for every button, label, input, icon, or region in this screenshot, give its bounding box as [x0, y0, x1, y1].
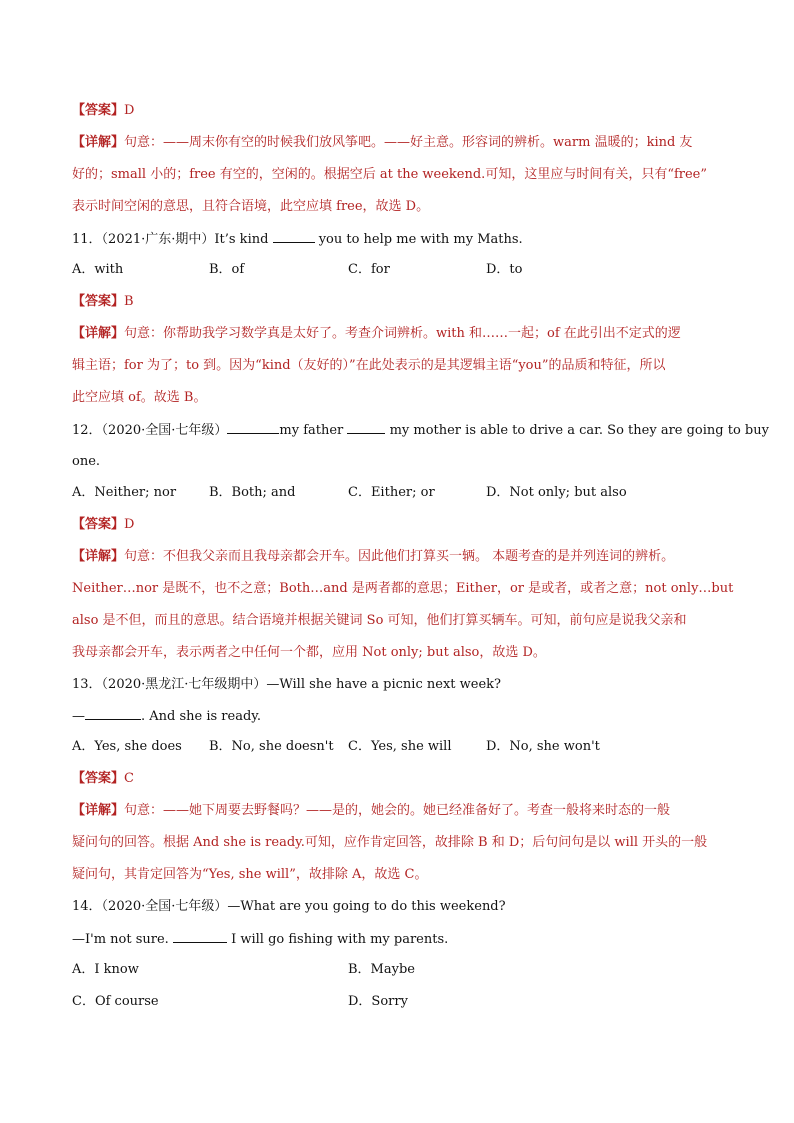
answer-value: C: [124, 771, 134, 786]
answer-line-12: [72, 515, 724, 535]
question-text: . And she is ready.: [141, 709, 262, 724]
question-text: my father: [279, 423, 344, 438]
option-b: B．Both; and: [209, 485, 296, 500]
option-d: D．to: [486, 262, 523, 277]
answer-label: 【答案】: [72, 771, 125, 786]
option-a: A．Yes, she does: [72, 739, 182, 754]
question-text: you to help me with my Maths.: [318, 232, 523, 247]
detail-line: Neither…nor 是既不，也不之意；Both…and 是两者都的意思；Either，or 是或者，或者之意；not only…but: [72, 581, 734, 596]
answer-label: 【答案】: [72, 294, 125, 309]
question-14-stem: 14．（2020·全国·七年级）—What are you going to do this weekend?: [72, 899, 506, 914]
detail-line: [72, 133, 724, 153]
detail-line: 疑问句，其肯定回答为“Yes, she will”，故排除 A，故选 C。: [72, 867, 428, 882]
detail-line: 此空应填 of。故选 B。: [72, 390, 207, 405]
detail-line: 好的；small 小的；free 有空的，空闲的。根据空后 at the weekend.可知，这里应与时间有关，只有“free”: [72, 167, 708, 182]
option-b: B．Maybe: [348, 962, 415, 977]
question-12-stem-continued: one.: [72, 454, 101, 469]
fill-blank: [227, 420, 279, 434]
detail-line: also 是不但，而且的意思。结合语境并根据关键词 So 可知，他们打算买辆车。可知，前句应是说我父亲和: [72, 613, 687, 628]
detail-line: 辑主语；for 为了；to 到。因为“kind（友好的）”在此处表示的是其逻辑主语“you”的品质和特征，所以: [72, 358, 666, 373]
answer-label: 【答案】: [72, 517, 125, 532]
detail-label: 【详解】: [72, 135, 125, 150]
detail-text: 句意：不但我父亲而且我母亲都会开车。因此他们打算买一辆。 本题考查的是并列连词的辨析。: [124, 549, 675, 564]
fill-blank: [347, 420, 385, 434]
question-text: my mother is able to drive a car. So they are going to buy: [389, 423, 769, 438]
option-c: C．Either; or: [348, 485, 435, 500]
question-text: I will go fishing with my parents.: [231, 932, 449, 947]
option-d: D．No, she won't: [486, 739, 600, 754]
answer-line-13: [72, 769, 724, 789]
detail-label: 【详解】: [72, 326, 125, 341]
answer-value: D: [124, 103, 135, 118]
question-text: 12．（2020·全国·七年级）: [72, 423, 228, 438]
option-d: D．Sorry: [348, 994, 408, 1009]
question-text: —: [72, 709, 85, 724]
fill-blank: [173, 929, 227, 943]
detail-line: 我母亲都会开车，表示两者之中任何一个都，应用 Not only; but also，故选 D。: [72, 645, 546, 660]
answer-line-11: [72, 292, 724, 312]
detail-text: 句意：你帮助我学习数学真是太好了。考查介词辨析。with 和……一起；of 在此引出不定式的逻: [124, 326, 681, 341]
detail-text: 句意：——她下周要去野餐吗？——是的，她会的。她已经准备好了。考查一般将来时态的一般: [124, 803, 671, 818]
detail-line: [72, 801, 724, 821]
detail-label: 【详解】: [72, 549, 125, 564]
option-a: A．with: [72, 262, 124, 277]
question-11-stem: [72, 229, 724, 250]
answer-line-10: [72, 101, 724, 121]
question-13-stem: 13．（2020·黑龙江·七年级期中）—Will she have a picnic next week?: [72, 677, 501, 692]
question-14-stem-continued: [72, 929, 724, 950]
detail-line: [72, 547, 724, 567]
option-b: B．of: [209, 262, 245, 277]
option-a: A．I know: [72, 962, 139, 977]
question-text: 11．（2021·广东·期中）It’s kind: [72, 232, 269, 247]
detail-text: 句意：——周末你有空的时候我们放风筝吧。——好主意。形容词的辨析。warm 温暖的；kind 友: [124, 135, 693, 150]
answer-value: B: [124, 294, 134, 309]
detail-line: 疑问句的回答。根据 And she is ready.可知，应作肯定回答，故排除 B 和 D；后句问句是以 will 开头的一般: [72, 835, 708, 850]
option-b: B．No, she doesn't: [209, 739, 334, 754]
detail-line: 表示时间空闲的意思，且符合语境，此空应填 free，故选 D。: [72, 199, 430, 214]
option-c: C．for: [348, 262, 390, 277]
detail-line: [72, 324, 724, 344]
question-12-stem: [72, 420, 769, 441]
option-d: D．Not only; but also: [486, 485, 627, 500]
option-c: C．Of course: [72, 994, 159, 1009]
detail-label: 【详解】: [72, 803, 125, 818]
option-a: A．Neither; nor: [72, 485, 177, 500]
answer-label: 【答案】: [72, 103, 125, 118]
question-text: —I'm not sure.: [72, 932, 169, 947]
question-13-stem-continued: [72, 706, 724, 727]
answer-value: D: [124, 517, 135, 532]
fill-blank: [273, 229, 315, 243]
fill-blank: [85, 706, 141, 720]
option-c: C．Yes, she will: [348, 739, 452, 754]
